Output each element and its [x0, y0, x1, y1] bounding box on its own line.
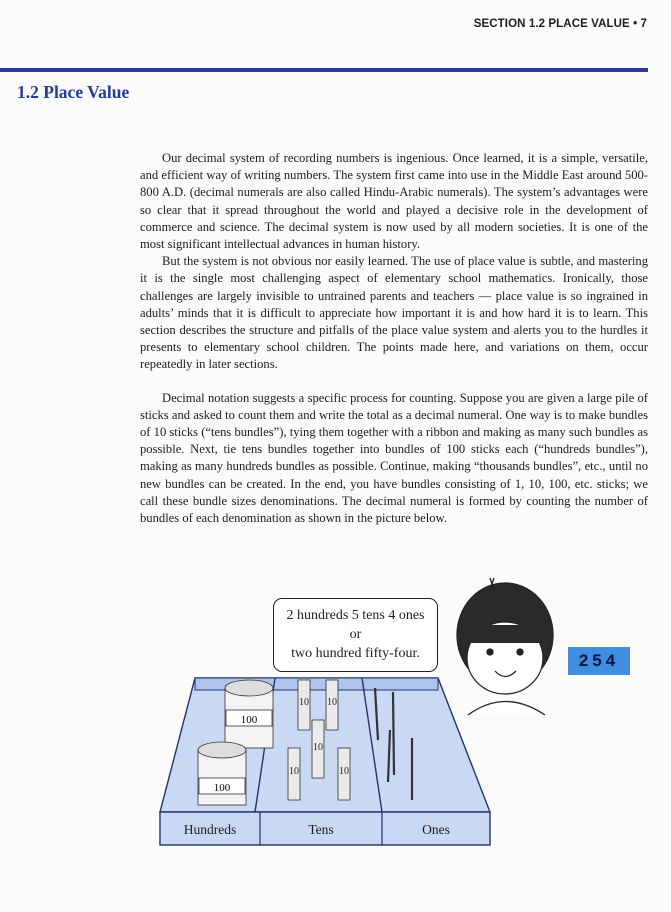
bundle-tag-10: 10	[327, 697, 337, 708]
speech-line: or	[349, 627, 362, 642]
bundle-tag-10: 10	[289, 766, 299, 777]
place-value-figure	[150, 570, 650, 855]
speech-line: two hundred fifty-four.	[291, 646, 420, 661]
speech-line: 2 hundreds 5 tens 4 ones	[286, 608, 425, 623]
numeral-card: 254	[568, 647, 630, 675]
body-text	[140, 150, 648, 527]
bundle-tag-100: 100	[213, 782, 231, 794]
bin-label-hundreds: Hundreds	[183, 822, 237, 837]
section-title: 1.2 Place Value	[17, 82, 130, 102]
running-head: SECTION 1.2 PLACE VALUE • 7	[473, 18, 647, 30]
bin-label-tens: Tens	[308, 822, 334, 837]
paragraph: Our decimal system of recording numbers is ingenious. Once learned, it is a simple, versatile, and efficient way of writing numbers. The system first came into use in the Middle East around 500-800 A.D. (decimal numerals are also called Hindu-Arabic numerals). The system’s advantages were so clear that it spread throughout the world and played a decisive role in the development of commerce and science. The decimal system is now used by all modern societies. It is one of the most significant intellectual advances in human history.	[140, 151, 648, 252]
bundle-tag-10: 10	[339, 766, 349, 777]
paragraph: But the system is not obvious nor easily learned. The use of place value is subtle, and mastering it is the single most challenging aspect of elementary school mathematics. Ironically, those challenges are largely invisible to untrained parents and teachers — place value is so ingrained in adults’ minds that it is difficult to appreciate how important it is and how hard it is to learn. This section describes the structure and pitfalls of the place value system and alerts you to the hurdles it presents to elementary school children. The points made here, and variations on them, occur repeatedly in later sections.	[140, 254, 648, 372]
bin-label-ones: Ones	[422, 822, 450, 837]
girl-illustration	[457, 578, 553, 715]
speech-bubble	[273, 598, 438, 672]
hundred-bundle	[198, 742, 246, 805]
bundle-tag-10: 10	[313, 742, 323, 753]
bundle-tag-10: 10	[299, 697, 309, 708]
paragraph: Decimal notation suggests a specific process for counting. Suppose you are given a large pile of sticks and asked to count them and write the total as a decimal numeral. One way is to make bundles of 10 sticks (“tens bundles”), tying them together with a ribbon and making as many such bundles as possible. Next, tie tens bundles together into bundles of 100 sticks each (“hundreds bundles”), making as many hundreds bundles as possible. Continue, making “thousands bundles”, etc., until no new bundles can be created. In the end, you have bundles consisting of 1, 10, 100, etc. sticks; we call these bundle sizes denominations. The decimal numeral is formed by counting the number of bundles of each denomination as shown in the picture below.	[140, 390, 648, 526]
bundle-tag-100: 100	[240, 714, 258, 726]
section-rule	[0, 68, 648, 72]
